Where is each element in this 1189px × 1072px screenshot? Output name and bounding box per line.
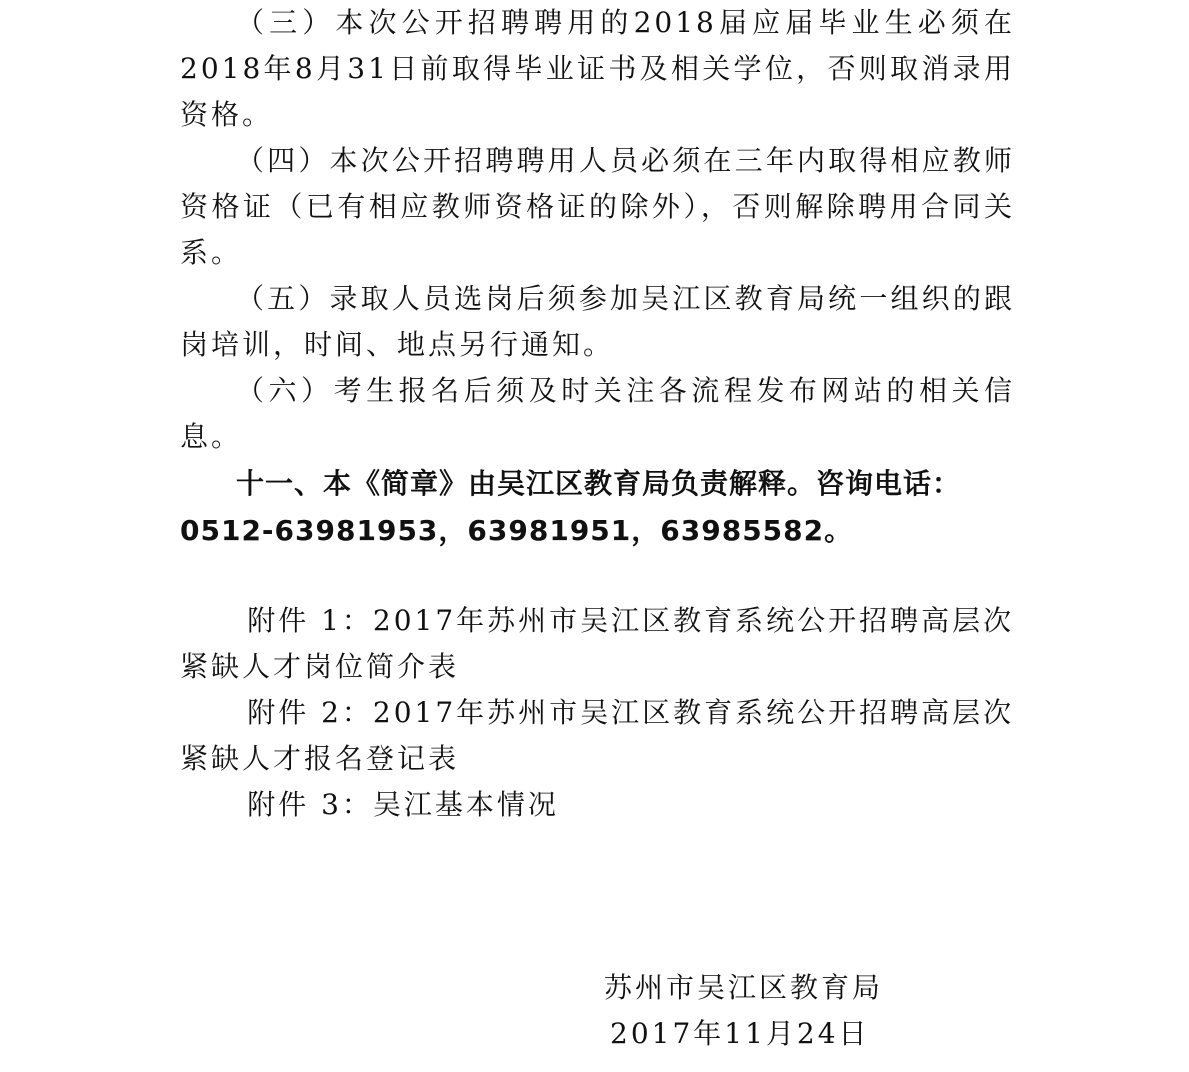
section-11-heading [180, 460, 1015, 554]
section-11-text: 十一、本《简章》由吴江区教育局负责解释。咨询电话： [236, 467, 962, 500]
paragraph-item-3: （三）本次公开招聘聘用的2018届应届毕业生必须在2018年8月31日前取得毕业证书及相关学位，否则取消录用资格。 [180, 6, 1015, 131]
paragraph-item-4: （四）本次公开招聘聘用人员必须在三年内取得相应教师资格证（已有相应教师资格证的除外），否则解除聘用合同关系。 [180, 144, 1015, 269]
paragraph-item-6: （六）考生报名后须及时关注各流程发布网站的相关信息。 [180, 374, 1015, 453]
attachment-3: 附件 3：吴江基本情况 [247, 788, 559, 821]
paragraph-item-5: （五）录取人员选岗后须参加吴江区教育局统一组织的跟岗培训，时间、地点另行通知。 [180, 282, 1015, 361]
contact-phones: 0512-63981953，63981951，63985582。 [180, 514, 854, 547]
attachment-1: 附件 1：2017年苏州市吴江区教育系统公开招聘高层次紧缺人才岗位简介表 [180, 604, 1015, 683]
signature-date: 2017年11月24日 [610, 1017, 870, 1050]
attachment-2: 附件 2：2017年苏州市吴江区教育系统公开招聘高层次紧缺人才报名登记表 [180, 696, 1015, 775]
signature-org: 苏州市吴江区教育局 [604, 971, 884, 1004]
